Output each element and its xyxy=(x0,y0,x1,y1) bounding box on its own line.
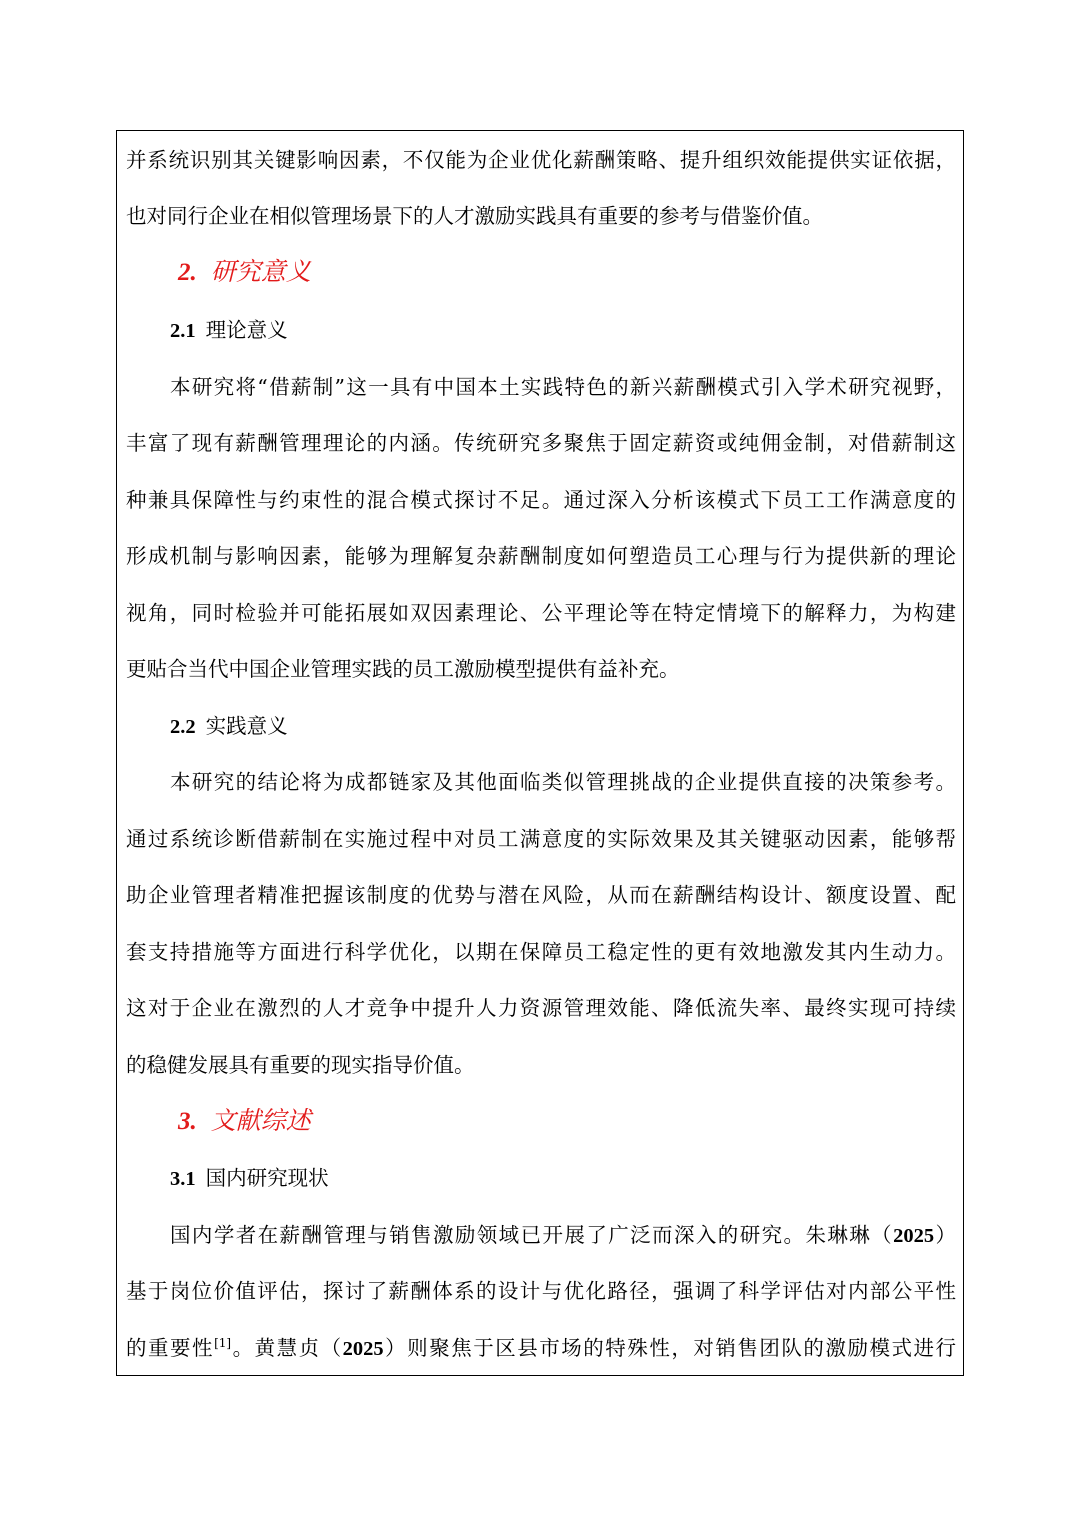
paragraph-line: 的稳健发展具有重要的现实指导价值。 xyxy=(126,1053,475,1077)
paragraph-line: 助企业管理者精准把握该制度的优势与潜在风险，从而在薪酬结构设计、额度设置、配 xyxy=(126,883,956,907)
subsection-number: 2.1 xyxy=(170,320,196,342)
paragraph-line xyxy=(170,1218,956,1252)
paragraph-line: 并系统识别其关键影响因素，不仅能为企业优化薪酬策略、提升组织效能提供实证依据， xyxy=(126,148,956,172)
line-text: 的重要性 xyxy=(126,1336,215,1360)
section-number: 2. xyxy=(178,259,197,286)
paragraph-line: 形成机制与影响因素，能够为理解复杂薪酬制度如何塑造员工心理与行为提供新的理论 xyxy=(126,544,956,568)
subsection-heading xyxy=(170,1161,329,1195)
line-text: 国内学者在薪酬管理与销售激励领域已开展了广泛而深入的研究。朱琳琳（ xyxy=(170,1223,894,1247)
citation-year: 2025 xyxy=(893,1225,935,1247)
section-heading xyxy=(178,1102,311,1142)
citation-year: 2025 xyxy=(342,1338,384,1360)
subsection-title: 实践意义 xyxy=(205,714,288,738)
subsection-title: 理论意义 xyxy=(205,318,288,342)
subsection-heading xyxy=(170,313,288,347)
section-heading xyxy=(178,253,311,293)
paragraph-line: 通过系统诊断借薪制在实施过程中对员工满意度的实际效果及其关键驱动因素，能够帮 xyxy=(126,827,956,851)
section-title: 文献综述 xyxy=(210,1108,311,1135)
paragraph-line: 种兼具保障性与约束性的混合模式探讨不足。通过深入分析该模式下员工工作满意度的 xyxy=(126,488,956,512)
section-number: 3. xyxy=(178,1108,197,1135)
citation-reference: [1] xyxy=(214,1336,232,1351)
paragraph-line: 更贴合当代中国企业管理实践的员工激励模型提供有益补充。 xyxy=(126,657,680,681)
section-title: 研究意义 xyxy=(210,259,311,286)
subsection-number: 3.1 xyxy=(170,1168,196,1190)
paragraph-line: 视角，同时检验并可能拓展如双因素理论、公平理论等在特定情境下的解释力，为构建 xyxy=(126,601,956,625)
line-text: ）则聚焦于区县市场的特殊性，对销售团队的激励模式进行 xyxy=(383,1336,956,1360)
line-text: ） xyxy=(934,1223,956,1247)
paragraph-line xyxy=(126,1331,956,1365)
paragraph-line: 也对同行企业在相似管理场景下的人才激励实践具有重要的参考与借鉴价值。 xyxy=(126,204,823,228)
subsection-title: 国内研究现状 xyxy=(205,1166,329,1190)
paragraph-line: 丰富了现有薪酬管理理论的内涵。传统研究多聚焦于固定薪资或纯佣金制，对借薪制这 xyxy=(126,431,956,455)
subsection-heading xyxy=(170,709,288,743)
subsection-number: 2.2 xyxy=(170,716,196,738)
line-text: 。黄慧贞（ xyxy=(231,1336,343,1360)
paragraph-line: 套支持措施等方面进行科学优化，以期在保障员工稳定性的更有效地激发其内生动力。 xyxy=(126,940,956,964)
paragraph-line: 本研究将“借薪制”这一具有中国本土实践特色的新兴薪酬模式引入学术研究视野， xyxy=(170,375,956,399)
paragraph-line: 本研究的结论将为成都链家及其他面临类似管理挑战的企业提供直接的决策参考。 xyxy=(170,770,956,794)
paragraph-line: 这对于企业在激烈的人才竞争中提升人力资源管理效能、降低流失率、最终实现可持续 xyxy=(126,996,956,1020)
paragraph-line: 基于岗位价值评估，探讨了薪酬体系的设计与优化路径，强调了科学评估对内部公平性 xyxy=(126,1279,956,1303)
